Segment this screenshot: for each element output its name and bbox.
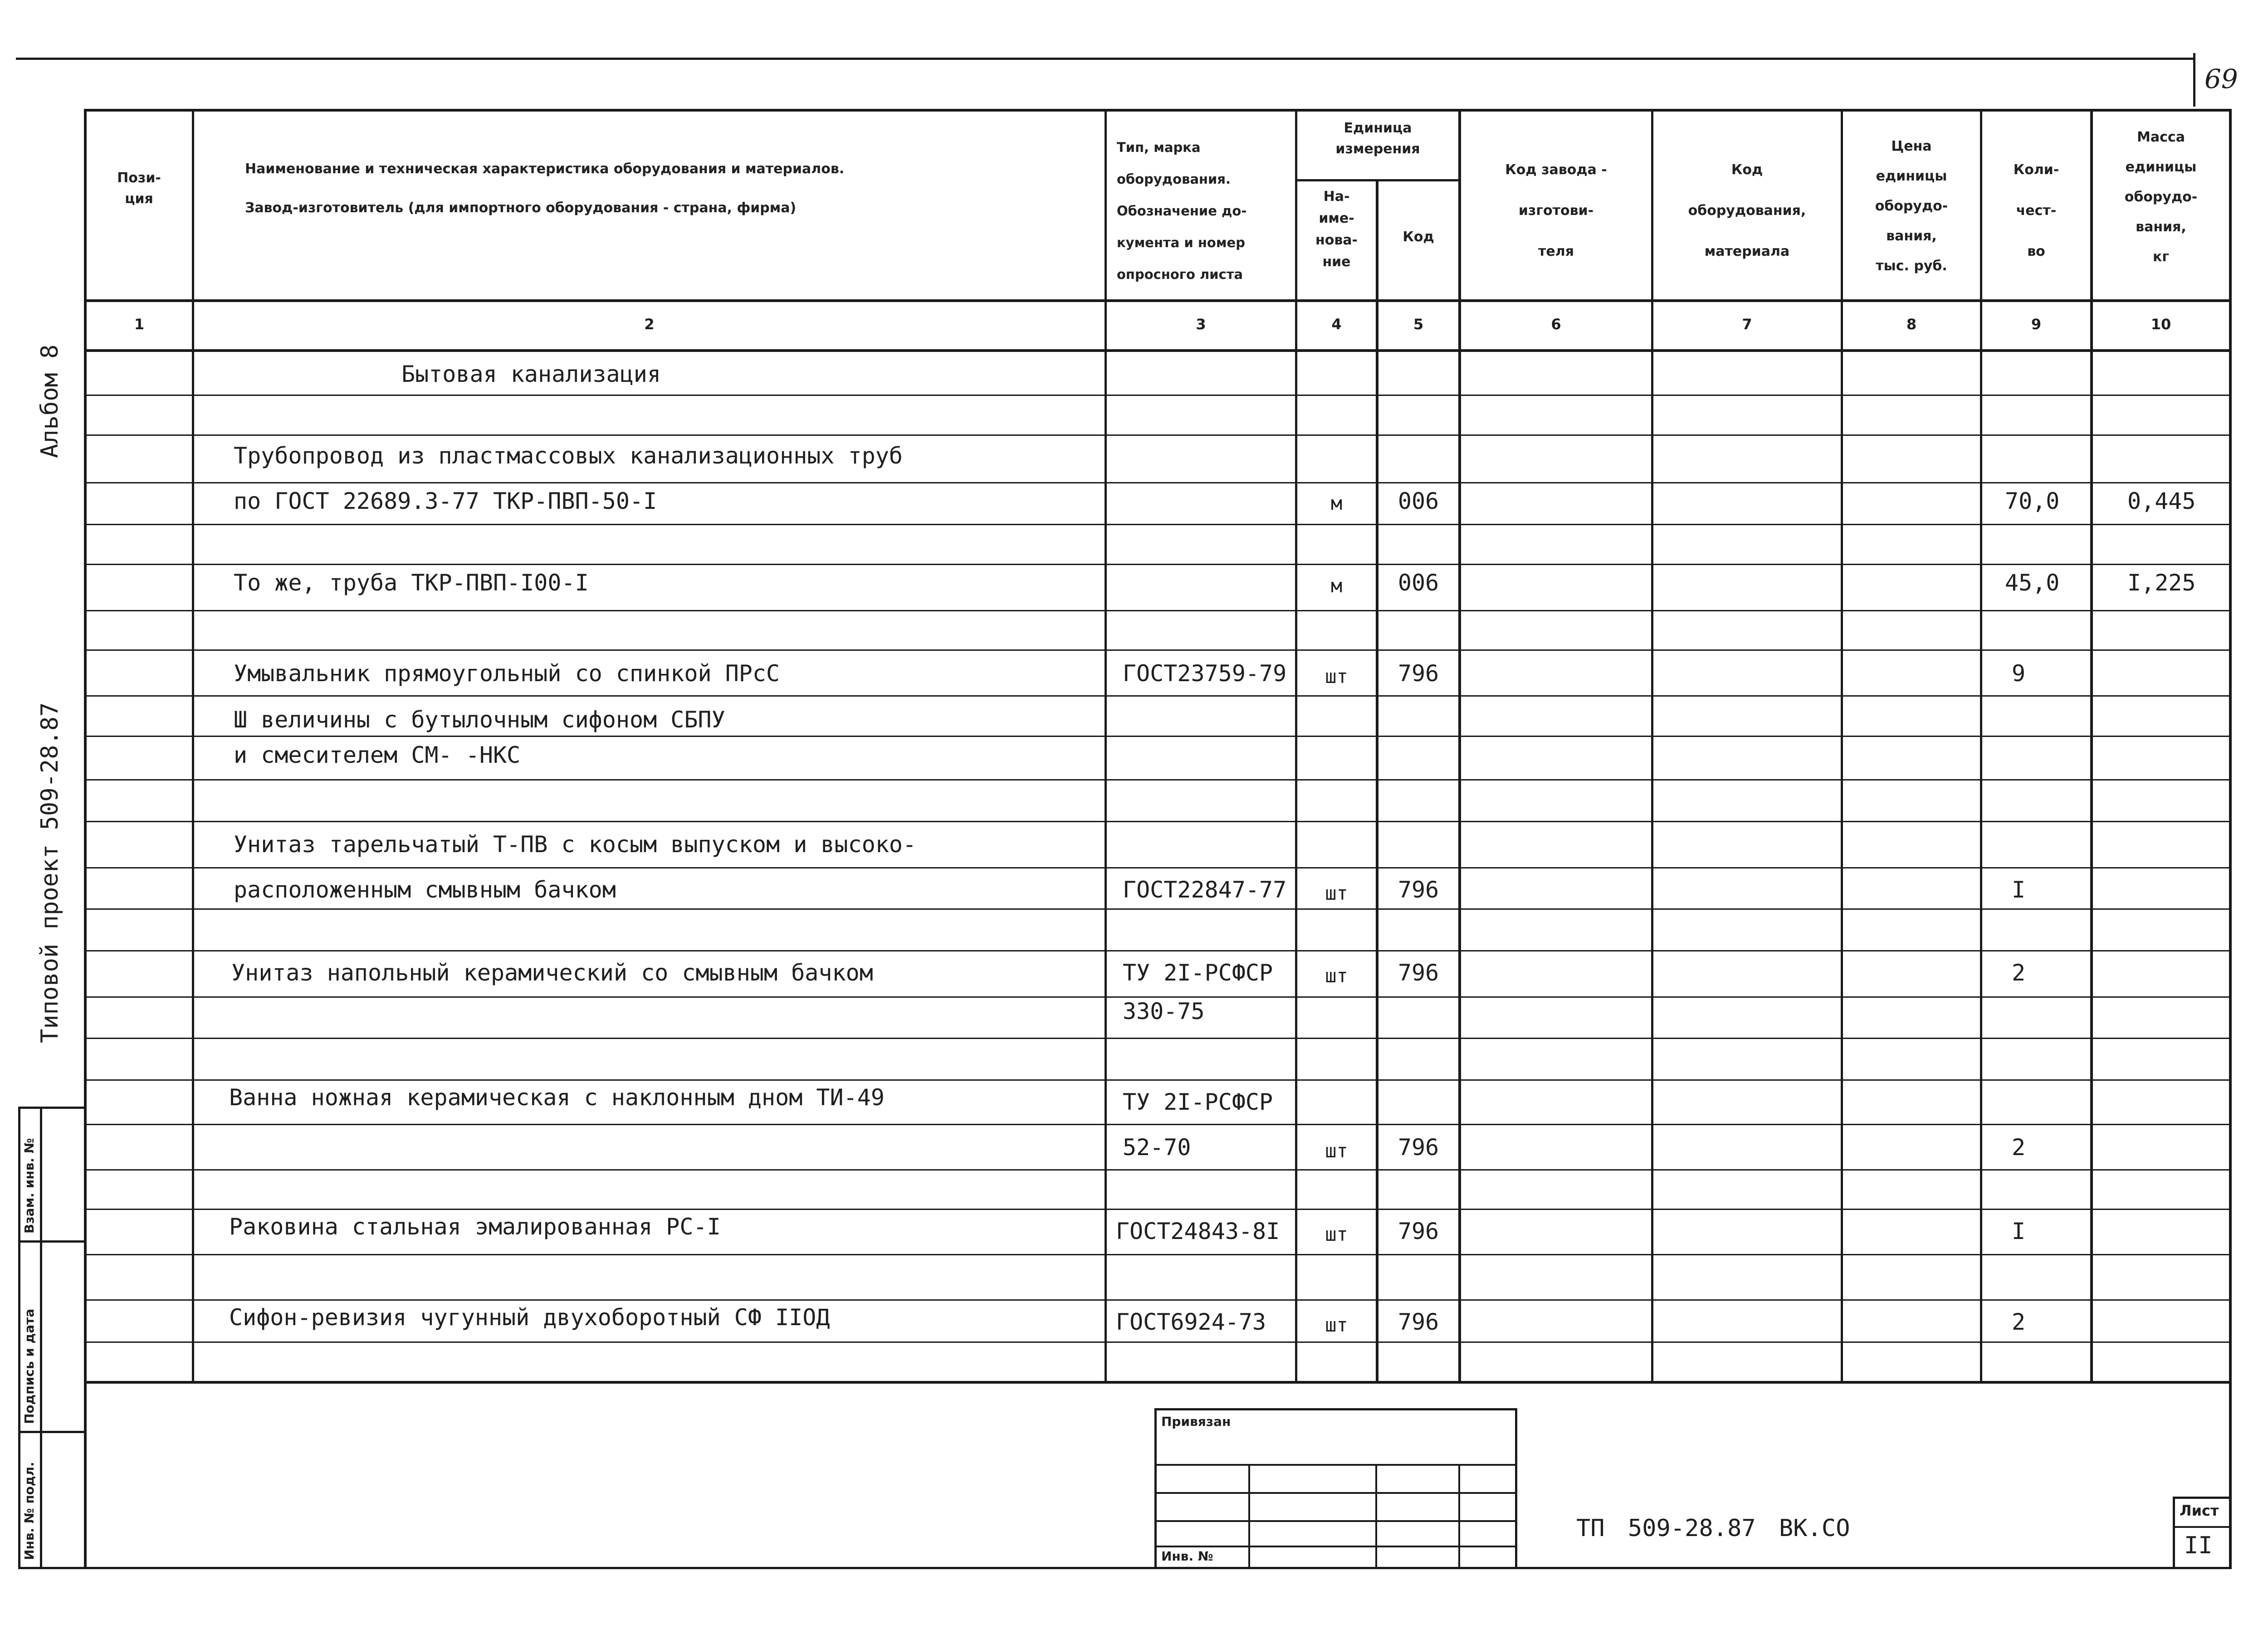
item-qty: 9 — [2012, 660, 2026, 687]
header-line: Пози- — [117, 170, 161, 186]
side-inv: Инв. № подл. — [22, 1462, 37, 1560]
stamp-h1 — [1154, 1464, 1517, 1466]
stamp-h2 — [1154, 1492, 1517, 1494]
stamp-right-a — [1515, 1408, 1517, 1569]
header-line: Код завода - — [1505, 162, 1607, 178]
side-album: Альбом 8 — [36, 344, 64, 458]
item-qty: 2 — [2012, 1134, 2026, 1161]
vline-c9 — [2090, 109, 2093, 1381]
header-price — [1843, 132, 1980, 281]
header-line: На- — [1323, 189, 1350, 205]
stamp-privyazan: Привязан — [1161, 1414, 1231, 1429]
row-line — [84, 1169, 2232, 1171]
stamp-h3 — [1154, 1520, 1517, 1522]
item-unit: м — [1330, 492, 1343, 514]
header-line: оборудования. — [1117, 171, 1231, 187]
top-right-tick — [2193, 53, 2195, 107]
stamp-strip-left — [18, 1107, 20, 1569]
row-line — [84, 1079, 2232, 1081]
row-line — [84, 867, 2232, 868]
header-line: измерения — [1335, 141, 1420, 157]
side-project: Типовой проект 509-28.87 — [36, 702, 64, 1043]
colnum-8: 8 — [1906, 316, 1917, 333]
sheet-label: Лист — [2180, 1502, 2219, 1519]
item-code: 796 — [1398, 660, 1439, 687]
header-position — [86, 168, 192, 210]
header-line: опросного листа — [1117, 267, 1243, 282]
sheet-box-mid — [2173, 1526, 2229, 1528]
vline-c7 — [1841, 109, 1843, 1381]
item-type: ГОСТ22847-77 — [1123, 877, 1287, 903]
page-number: 69 — [2204, 63, 2238, 94]
item-name: расположенным смывным бачком — [234, 877, 616, 903]
row-line — [84, 564, 2232, 565]
vline-right — [2229, 109, 2232, 1569]
colnum-4: 4 — [1331, 316, 1342, 333]
row-line — [84, 695, 2232, 697]
stamp-strip-h1 — [18, 1107, 84, 1109]
header-type — [1117, 132, 1294, 290]
item-code: 006 — [1398, 570, 1439, 596]
stamp-strip-h4 — [18, 1567, 84, 1569]
sheet-box-top — [2173, 1497, 2229, 1499]
row-line — [84, 649, 2232, 651]
vline-c3 — [1295, 109, 1297, 1381]
item-type: 52-70 — [1123, 1134, 1191, 1161]
item-name: То же, труба ТКР-ПВП-I00-I — [234, 570, 589, 596]
header-line: тыс. руб. — [1876, 258, 1947, 274]
item-name: и смесителем СМ- -НКС — [234, 742, 521, 768]
colnum-7: 7 — [1742, 316, 1752, 333]
row-line — [84, 779, 2232, 780]
row-line — [84, 610, 2232, 611]
header-line: ние — [1322, 254, 1351, 270]
row-line — [84, 950, 2232, 951]
item-mass: I,225 — [2127, 570, 2196, 596]
stamp-v3 — [1458, 1464, 1460, 1569]
header-line: Код — [1731, 162, 1763, 178]
row-line — [84, 1254, 2232, 1255]
header-line: Единица — [1344, 120, 1412, 136]
item-unit: шт — [1325, 965, 1348, 987]
table-bottom-border — [84, 1381, 2232, 1384]
vline-c6 — [1651, 109, 1653, 1381]
header-line: оборудо- — [1875, 198, 1948, 214]
document-designation: ТП 509-28.87 ВК.СО — [1576, 1515, 1850, 1542]
header-line: вания, — [2136, 219, 2186, 235]
sheet-box-left — [2173, 1497, 2175, 1569]
item-qty: 2 — [2012, 960, 2026, 986]
stamp-inv-no: Инв. № — [1161, 1549, 1213, 1564]
header-line: име- — [1319, 210, 1354, 226]
item-name: Умывальник прямоугольный со спинкой ПРсС — [234, 660, 780, 687]
header-unit-code: Код — [1403, 229, 1434, 245]
header-bottom-border — [84, 299, 2232, 302]
header-line: Наименование и техническая характеристика оборудования и материалов. — [245, 161, 845, 177]
frame-bottom-border — [84, 1567, 2232, 1569]
header-line: Коли- — [2013, 162, 2059, 178]
header-line: во — [2027, 244, 2045, 259]
item-type: ТУ 2I-РСФСР — [1123, 1089, 1273, 1115]
row-line — [84, 1209, 2232, 1210]
item-name: Трубопровод из пластмассовых канализационных труб — [234, 443, 903, 469]
header-line: Тип, марка — [1117, 140, 1201, 155]
stamp-v1 — [1248, 1464, 1250, 1569]
item-qty: 2 — [2012, 1309, 2026, 1335]
item-unit: шт — [1325, 1223, 1348, 1245]
item-type: 330-75 — [1123, 998, 1205, 1024]
item-code: 796 — [1398, 1218, 1439, 1244]
side-vzam: Взам. инв. № — [22, 1138, 37, 1234]
header-line: чест- — [2016, 203, 2057, 219]
item-unit: м — [1330, 575, 1343, 597]
stamp-strip-h3 — [18, 1431, 84, 1433]
header-unit — [1297, 118, 1458, 160]
stamp-top — [1154, 1408, 1517, 1410]
stamp-v2 — [1375, 1464, 1377, 1569]
item-name: Ванна ножная керамическая с наклонным дном ТИ-49 — [229, 1084, 885, 1111]
item-mass: 0,445 — [2127, 488, 2196, 514]
header-equipment-code — [1653, 150, 1841, 272]
row-line — [84, 736, 2232, 737]
item-unit: шт — [1325, 1314, 1348, 1336]
item-unit: шт — [1325, 882, 1348, 904]
item-type: ГОСТ23759-79 — [1123, 660, 1287, 687]
header-line: материала — [1704, 244, 1790, 259]
header-line: нова- — [1315, 232, 1358, 248]
vline-c5 — [1458, 109, 1461, 1381]
header-name — [245, 159, 1102, 219]
header-line: единицы — [2125, 159, 2197, 175]
item-qty: 45,0 — [2005, 570, 2060, 596]
item-name: Ш величины с бутылочным сифоном СБПУ — [234, 707, 725, 733]
row-line — [84, 1299, 2232, 1301]
row-line — [84, 482, 2232, 483]
stamp-left — [1154, 1408, 1157, 1569]
sheet-number: II — [2184, 1532, 2213, 1559]
item-code: 006 — [1398, 488, 1439, 514]
item-type: ТУ 2I-РСФСР — [1123, 960, 1273, 986]
item-code: 796 — [1398, 1134, 1439, 1161]
top-rule — [16, 58, 2193, 60]
header-line: теля — [1538, 244, 1574, 259]
item-code: 796 — [1398, 960, 1439, 986]
header-line: кг — [2152, 249, 2170, 265]
header-factory-code — [1461, 150, 1651, 272]
section-title: Бытовая канализация — [401, 361, 661, 387]
item-code: 796 — [1398, 1309, 1439, 1335]
colnum-3: 3 — [1196, 316, 1206, 333]
row-line — [84, 1038, 2232, 1039]
header-line: кумента и номер — [1117, 235, 1245, 250]
item-type: ГОСТ6924-73 — [1116, 1309, 1266, 1335]
header-line: Обозначение до- — [1117, 203, 1247, 219]
stamp-h4 — [1154, 1546, 1517, 1547]
row-line — [84, 821, 2232, 822]
vline-c2 — [1105, 109, 1107, 1381]
header-line: оборудо- — [2124, 189, 2198, 205]
header-line: Цена — [1891, 138, 1932, 154]
header-unit-name — [1297, 186, 1376, 273]
header-line: единицы — [1876, 168, 1947, 184]
header-line: оборудования, — [1688, 203, 1806, 219]
colnum-9: 9 — [2031, 316, 2042, 333]
item-qty: I — [2012, 1218, 2026, 1244]
row-line — [84, 1341, 2232, 1343]
header-line: Масса — [2137, 129, 2185, 145]
item-type: ГОСТ24843-8I — [1116, 1218, 1280, 1244]
header-line: Завод-изготовитель (для импортного оборудования - страна, фирма) — [245, 200, 797, 216]
item-name: по ГОСТ 22689.3-77 ТКР-ПВП-50-I — [234, 488, 657, 514]
unit-header-split — [1295, 179, 1461, 181]
row-line — [84, 1124, 2232, 1125]
vline-c8 — [1980, 109, 1982, 1381]
item-name: Сифон-ревизия чугунный двухоборотный СФ IIОД — [229, 1304, 830, 1331]
colnum-5: 5 — [1413, 316, 1424, 333]
item-name: Унитаз напольный керамический со смывным бачком — [231, 960, 873, 986]
stamp-strip-mid — [40, 1107, 42, 1569]
row-line — [84, 434, 2232, 436]
item-unit: шт — [1325, 665, 1348, 688]
header-line: изготови- — [1518, 203, 1594, 219]
row-line — [84, 395, 2232, 396]
item-qty: 70,0 — [2005, 488, 2060, 514]
item-unit: шт — [1325, 1140, 1348, 1162]
header-line: ция — [125, 191, 153, 207]
item-name: Раковина стальная эмалированная РС-I — [229, 1214, 721, 1240]
table-top-border — [84, 109, 2232, 112]
side-podpis: Подпись и дата — [22, 1308, 37, 1424]
item-qty: I — [2012, 877, 2026, 903]
item-code: 796 — [1398, 877, 1439, 903]
colnum-2: 2 — [644, 316, 655, 333]
stamp-strip-h2 — [18, 1240, 84, 1243]
header-mass — [2093, 122, 2229, 272]
header-quantity — [1982, 150, 2090, 272]
colnum-10: 10 — [2151, 316, 2171, 333]
colnum-6: 6 — [1551, 316, 1561, 333]
vline-c1 — [192, 109, 194, 1381]
colnum-1: 1 — [134, 316, 145, 333]
header-line: вания, — [1886, 228, 1937, 244]
row-line — [84, 908, 2232, 910]
item-name: Унитаз тарельчатый Т-ПВ с косым выпуском и высоко- — [234, 831, 917, 858]
colnum-bottom-border — [84, 349, 2232, 352]
row-line — [84, 524, 2232, 525]
